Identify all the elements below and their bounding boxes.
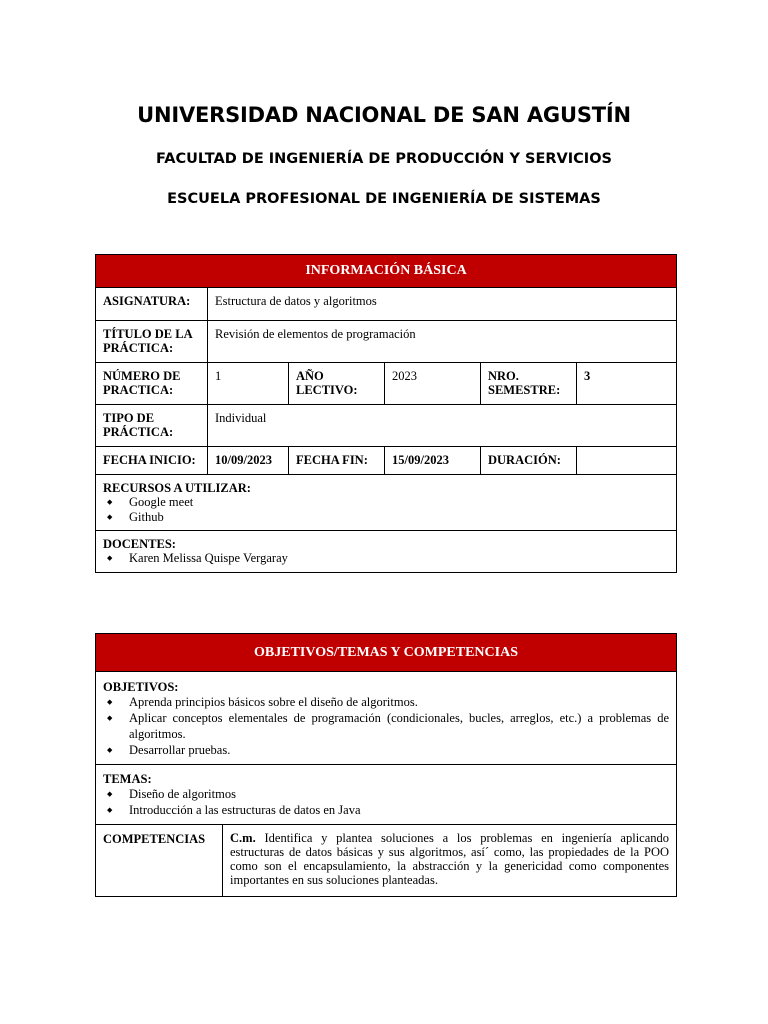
topics-cell: [96, 765, 677, 825]
faculty-title: FACULTAD DE INGENIERÍA DE PRODUCCIÓN Y SERVICIOS: [156, 151, 612, 167]
teachers-label: DOCENTES:: [103, 537, 176, 551]
list-item: ◆ Introducción a las estructuras de datos en Java: [129, 802, 669, 818]
competencies-label: COMPETENCIAS: [96, 825, 223, 897]
practice-number-label: NÚMERO DE PRACTICA:: [96, 363, 208, 405]
resources-list: [103, 495, 669, 524]
list-item: ◆ Desarrollar pruebas.: [129, 742, 669, 758]
resources-label: RECURSOS A UTILIZAR:: [103, 481, 251, 495]
list-item: ◆ Karen Melissa Quispe Vergaray: [129, 551, 669, 566]
objectives-cell: [96, 672, 677, 765]
resources-cell: [96, 475, 677, 531]
end-date-label: FECHA FIN:: [289, 447, 385, 475]
teachers-list: [103, 551, 669, 566]
year-label: AÑO LECTIVO:: [289, 363, 385, 405]
start-date-value: 10/09/2023: [208, 447, 289, 475]
duration-label: DURACIÓN:: [481, 447, 577, 475]
teachers-cell: [96, 531, 677, 573]
semester-label: NRO. SEMESTRE:: [481, 363, 577, 405]
start-date-label: FECHA INICIO:: [96, 447, 208, 475]
competency-text: Identifica y plantea soluciones a los problemas en ingeniería aplicando estructuras de datos básicas y sus algoritmos, así´ como, las propiedades de la POO como son el encapsulamiento, la abstracción y la genericidad como componentes importantes en sus soluciones planteadas.: [230, 831, 670, 887]
practice-title-label: TÍTULO DE LA PRÁCTICA:: [96, 321, 208, 363]
objectives-list: [103, 694, 669, 758]
practice-title-value: Revisión de elementos de programación: [208, 321, 677, 363]
year-value: 2023: [385, 363, 481, 405]
objectives-heading: OBJETIVOS/TEMAS Y COMPETENCIAS: [96, 634, 677, 672]
objectives-table: [95, 633, 677, 897]
practice-number-value: 1: [208, 363, 289, 405]
duration-value: [577, 447, 677, 475]
school-title: ESCUELA PROFESIONAL DE INGENIERÍA DE SISTEMAS: [167, 191, 601, 207]
competencies-cell: [223, 825, 677, 897]
list-item: ◆ Google meet: [129, 495, 669, 510]
semester-value: 3: [577, 363, 677, 405]
competency-code: C.m.: [230, 831, 256, 845]
list-item: ◆ Aprenda principios básicos sobre el diseño de algoritmos.: [129, 694, 669, 710]
basic-info-table: [95, 254, 677, 573]
basic-info-heading: INFORMACIÓN BÁSICA: [96, 255, 677, 288]
subject-value: Estructura de datos y algoritmos: [208, 288, 677, 321]
objectives-label: OBJETIVOS:: [103, 680, 179, 694]
list-item: ◆ Github: [129, 510, 669, 525]
topics-list: [103, 786, 669, 818]
subject-label: ASIGNATURA:: [96, 288, 208, 321]
end-date-value: 15/09/2023: [385, 447, 481, 475]
topics-label: TEMAS:: [103, 772, 152, 786]
practice-type-value: Individual: [208, 405, 677, 447]
list-item: ◆ Diseño de algoritmos: [129, 786, 669, 802]
university-title: UNIVERSIDAD NACIONAL DE SAN AGUSTÍN: [137, 103, 631, 127]
list-item: ◆ Aplicar conceptos elementales de programación (condicionales, bucles, arreglos, etc.) a problemas de algoritmos.: [129, 710, 669, 742]
practice-type-label: TIPO DE PRÁCTICA:: [96, 405, 208, 447]
